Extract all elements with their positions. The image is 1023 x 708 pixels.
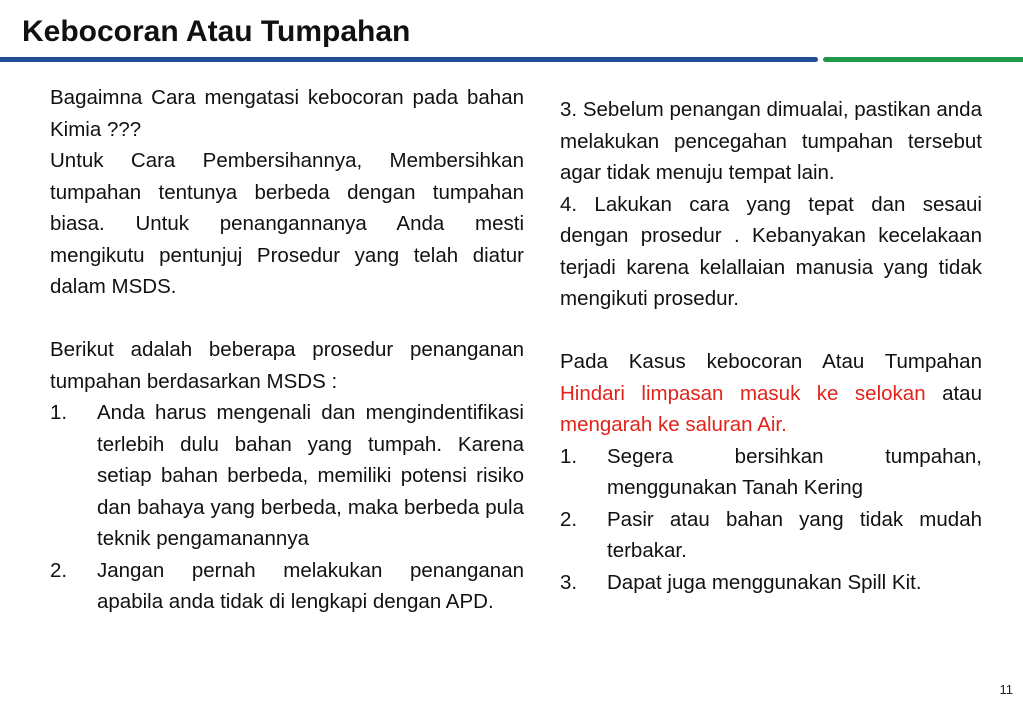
list-number: 1. [50, 401, 68, 424]
right-column [560, 94, 982, 598]
title-underline-blue [0, 57, 818, 62]
left-column [50, 82, 524, 618]
procedure-intro: Berikut adalah beberapa prosedur penanganan tumpahan berdasarkan MSDS : [50, 338, 524, 393]
list-text: Dapat juga menggunakan Spill Kit. [607, 570, 922, 594]
question-paragraph: Bagaimna Cara mengatasi kebocoran pada bahan Kimia ??? [50, 86, 524, 141]
step-4-paragraph: 4. Lakukan cara yang tepat dan sesaui dengan prosedur . Kebanyakan kecelakaan terjadi karena kelallaian manusia yang tidak mengikuti prosedur. [560, 192, 982, 310]
slide-title: Kebocoran Atau Tumpahan [22, 15, 411, 48]
page-number: 11 [999, 682, 1013, 697]
case-connector: atau [925, 381, 982, 405]
list-number: 2. [560, 507, 578, 531]
list-item [50, 555, 524, 618]
list-item [560, 441, 982, 504]
step-3-paragraph: 3. Sebelum penangan dimualai, pastikan anda melakukan pencegahan tumpahan tersebut agar tidak menuju tempat lain. [560, 98, 982, 184]
list-text: Segera bersihkan tumpahan, menggunakan Tanah Kering [607, 444, 982, 499]
cleaning-paragraph: Untuk Cara Pembersihannya, Membersihkan tumpahan tentunya berbeda dengan tumpahan biasa. Untuk penangannanya Anda mesti mengikutu pentunjuj Prosedur yang telah diatur dalam MSDS. [50, 149, 524, 298]
spacer [560, 315, 982, 347]
list-number: 1. [560, 444, 578, 468]
list-text: Jangan pernah melakukan penanganan apabila anda tidak di lengkapi dengan APD. [97, 558, 524, 613]
case-paragraph [560, 346, 982, 441]
list-text: Anda harus mengenali dan mengindentifikasi terlebih dulu bahan yang tumpah. Karena setiap bahan berbeda, memiliki potensi risiko dan bahaya yang berbeda, maka berbeda pula teknik pengamanannya [97, 401, 524, 550]
warning-text-2: mengarah ke saluran Air. [560, 413, 787, 436]
list-item [50, 397, 524, 555]
list-item [560, 504, 982, 567]
spacer [50, 303, 524, 335]
title-underline-green [823, 57, 1023, 62]
case-text: Pada Kasus kebocoran Atau Tumpahan [560, 350, 982, 373]
list-number: 3. [560, 570, 578, 594]
warning-text: Hindari limpasan masuk ke selokan [560, 381, 926, 405]
list-number: 2. [50, 558, 68, 582]
list-text: Pasir atau bahan yang tidak mudah terbakar. [607, 507, 982, 562]
list-item [560, 567, 982, 599]
